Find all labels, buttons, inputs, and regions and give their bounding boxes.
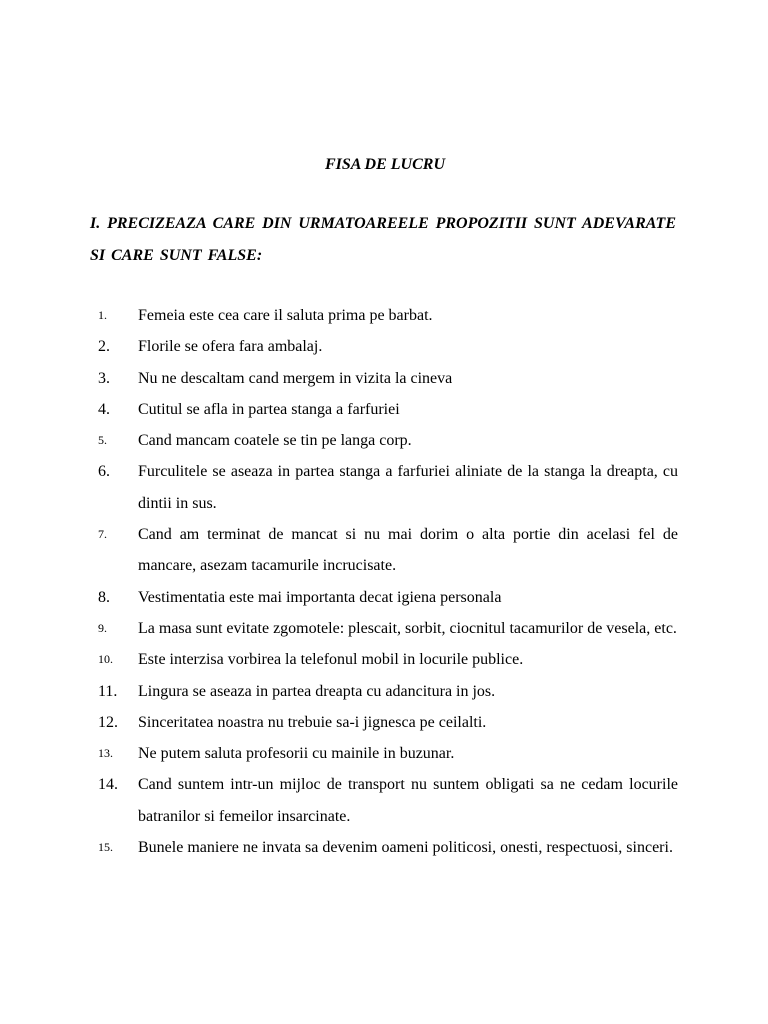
- item-text: Cutitul se afla in partea stanga a farfuriei: [138, 400, 400, 418]
- item-text: Ne putem saluta profesorii cu mainile in buzunar.: [138, 745, 455, 763]
- item-number: 5.: [98, 433, 107, 448]
- item-number: 6.: [98, 463, 110, 481]
- item-number: 7.: [98, 527, 107, 542]
- item-number: 12.: [98, 713, 118, 731]
- item-number: 14.: [98, 776, 118, 794]
- item-text: Furculitele se aseaza in partea stanga a farfuriei aliniate de la stanga la dreapta, cu dintii in sus.: [138, 463, 678, 512]
- item-number: 15.: [98, 840, 113, 855]
- item-text: Cand mancam coatele se tin pe langa corp.: [138, 432, 412, 450]
- item-text: La masa sunt evitate zgomotele: plescait, sorbit, ciocnitul tacamurilor de vesela, etc.: [138, 619, 677, 637]
- list-item: [98, 582, 678, 613]
- item-text: Florile se ofera fara ambalaj.: [138, 338, 323, 356]
- item-text: Bunele maniere ne invata sa devenim oameni politicosi, onesti, respectuosi, sinceri.: [138, 839, 673, 857]
- list-item: [98, 832, 678, 863]
- list-item: [98, 644, 678, 675]
- item-number: 10.: [98, 652, 113, 667]
- item-number: 4.: [98, 400, 110, 418]
- item-text: Vestimentatia este mai importanta decat igiena personala: [138, 588, 502, 606]
- list-item: [98, 456, 678, 519]
- statements-list: [0, 300, 768, 863]
- document-title: FISA DE LUCRU: [324, 156, 446, 173]
- list-item: [98, 425, 678, 456]
- item-text: Cand suntem intr-un mijloc de transport nu suntem obligati sa ne cedam locurile batranilor si femeilor insarcinate.: [138, 776, 678, 825]
- item-text: Femeia este cea care il saluta prima pe barbat.: [138, 307, 433, 324]
- list-item: [98, 519, 678, 582]
- item-number: 13.: [98, 746, 113, 761]
- list-item: [98, 363, 678, 394]
- item-text: Sinceritatea noastra nu trebuie sa-i jignesca pe ceilalti.: [138, 713, 487, 731]
- item-number: 8.: [98, 588, 110, 606]
- list-item: [98, 331, 678, 362]
- item-number: 2.: [98, 338, 110, 356]
- item-number: 11.: [98, 682, 118, 700]
- list-item: [98, 300, 678, 331]
- list-item: [98, 707, 678, 738]
- item-number: 3.: [98, 369, 110, 387]
- list-item: [98, 613, 678, 644]
- item-number: 1.: [98, 308, 107, 322]
- list-item: [98, 738, 678, 769]
- item-text: Cand am terminat de mancat si nu mai dorim o alta portie din acelasi fel de mancare, asezam tacamurile incrucisate.: [138, 526, 678, 575]
- section-heading: I. PRECIZEAZA CARE DIN URMATOAREELE PROPOZITII SUNT ADEVARATE SI CARE SUNT FALSE:: [90, 215, 676, 264]
- item-text: Este interzisa vorbirea la telefonul mobil in locurile publice.: [138, 651, 524, 669]
- item-text: Nu ne descaltam cand mergem in vizita la cineva: [138, 369, 453, 387]
- list-item: [98, 769, 678, 832]
- item-number: 9.: [98, 620, 107, 635]
- list-item: [98, 676, 678, 707]
- item-text: Lingura se aseaza in partea dreapta cu adancitura in jos.: [138, 682, 496, 700]
- list-item: [98, 394, 678, 425]
